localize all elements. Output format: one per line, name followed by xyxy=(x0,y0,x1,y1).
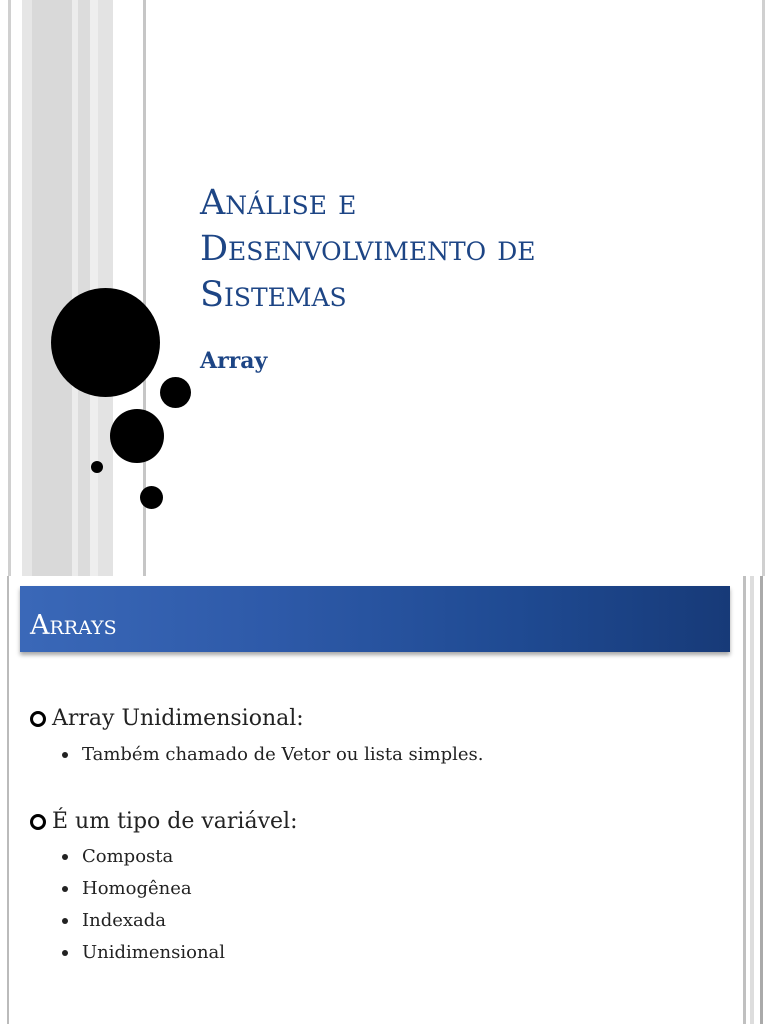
content-slide xyxy=(0,576,768,1024)
decorative-stripe xyxy=(78,0,90,576)
decorative-circle-medium xyxy=(110,409,164,463)
decorative-stripe xyxy=(32,0,72,576)
decorative-stripe xyxy=(8,0,11,576)
decorative-stripe xyxy=(750,576,754,1024)
decorative-circle-small xyxy=(160,377,191,408)
list-item-text: Também chamado de Vetor ou lista simples. xyxy=(82,744,484,765)
slide-heading: Arrays xyxy=(30,610,117,641)
heading-banner xyxy=(20,586,730,652)
list-item-text: Array Unidimensional: xyxy=(52,706,304,731)
list-item-text: Homogênea xyxy=(82,878,192,899)
list-item-level2 xyxy=(62,910,166,931)
decorative-stripe xyxy=(7,576,9,1024)
ring-bullet-icon xyxy=(30,711,46,727)
slide-subtitle: Array xyxy=(200,348,268,374)
list-item-text: Composta xyxy=(82,846,174,867)
decorative-circle-small xyxy=(140,486,163,509)
dot-bullet-icon xyxy=(62,854,68,860)
list-item-text: É um tipo de variável: xyxy=(52,809,298,834)
ring-bullet-icon xyxy=(30,814,46,830)
slide-title xyxy=(200,180,720,318)
decorative-stripe xyxy=(762,0,765,576)
dot-bullet-icon xyxy=(62,886,68,892)
list-item-text: Indexada xyxy=(82,910,167,931)
slide-title-line: Desenvolvimento de xyxy=(200,229,536,269)
list-item-level1 xyxy=(30,809,297,834)
dot-bullet-icon xyxy=(62,950,68,956)
list-item-level2 xyxy=(62,878,192,899)
decorative-stripe xyxy=(22,0,32,576)
list-item-level2 xyxy=(62,942,225,963)
list-item-level2 xyxy=(62,744,484,765)
list-item-level1 xyxy=(30,706,304,731)
slide-title-line: Sistemas xyxy=(200,275,347,315)
list-item-text: Unidimensional xyxy=(82,942,226,963)
decorative-stripe xyxy=(743,576,746,1024)
dot-bullet-icon xyxy=(62,752,68,758)
decorative-circle-large xyxy=(51,288,160,397)
dot-bullet-icon xyxy=(62,918,68,924)
decorative-stripe xyxy=(760,576,763,1024)
slide-title-line: Análise e xyxy=(200,183,357,223)
decorative-circle-tiny xyxy=(91,461,103,473)
list-item-level2 xyxy=(62,846,173,867)
